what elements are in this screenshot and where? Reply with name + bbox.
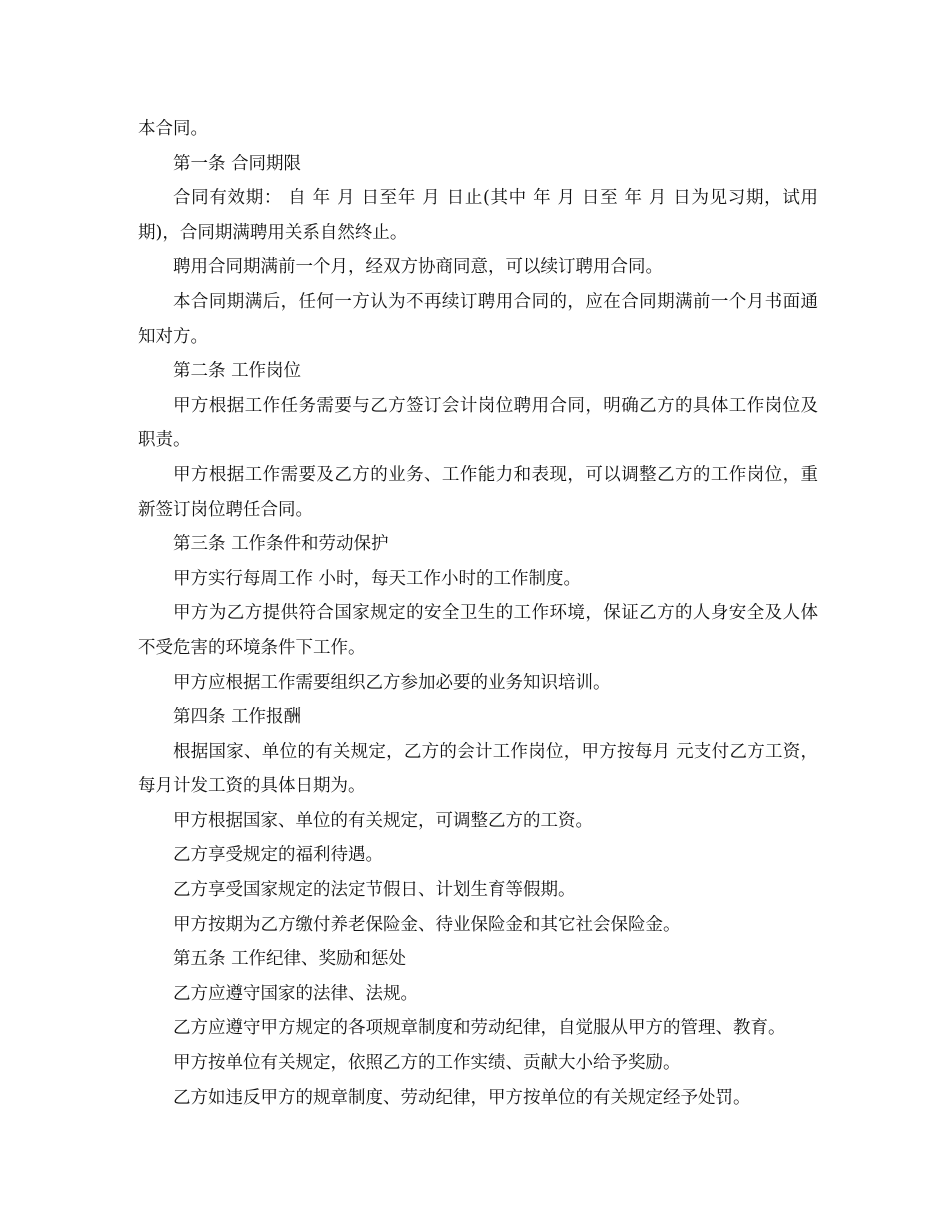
paragraph: 甲方根据国家、单位的有关规定，可调整乙方的工资。 [173,810,593,831]
section-heading-article-4: 第四条 工作报酬 [173,707,302,728]
paragraph: 甲方根据工作需要及乙方的业务、工作能力和表现，可以调整乙方的工作岗位，重新签订岗位聘任合同。 [138,464,818,520]
paragraph: 乙方应遵守国家的法律、法规。 [173,983,418,1004]
paragraph: 甲方应根据工作需要组织乙方参加必要的业务知识培训。 [173,672,611,693]
paragraph: 甲方实行每周工作 小时，每天工作小时的工作制度。 [173,568,582,589]
section-heading-article-1: 第一条 合同期限 [173,153,302,174]
section-heading-article-2: 第二条 工作岗位 [173,361,302,382]
paragraph: 甲方按期为乙方缴付养老保险金、待业保险金和其它社会保险金。 [173,914,681,935]
section-heading-article-3: 第三条 工作条件和劳动保护 [173,534,389,555]
paragraph: 乙方如违反甲方的规章制度、劳动纪律，甲方按单位的有关规定经予处罚。 [173,1087,751,1108]
section-heading-article-5: 第五条 工作纪律、奖励和惩处 [173,949,407,970]
paragraph: 甲方根据工作任务需要与乙方签订会计岗位聘用合同，明确乙方的具体工作岗位及职责。 [138,395,818,451]
paragraph-continuation: 本合同。 [138,119,208,139]
paragraph: 本合同期满后，任何一方认为不再续订聘用合同的，应在合同期满前一个月书面通知对方。 [138,291,818,347]
paragraph: 乙方应遵守甲方规定的各项规章制度和劳动纪律，自觉服从甲方的管理、教育。 [173,1018,786,1039]
paragraph: 甲方为乙方提供符合国家规定的安全卫生的工作环境，保证乙方的人身安全及人体不受危害的环境条件下工作。 [138,603,818,658]
paragraph: 乙方享受规定的福利待遇。 [173,845,383,866]
paragraph: 合同有效期： 自 年 月 日至年 月 日止(其中 年 月 日至 年 月 日为见习期，试用期)，合同期满聘用关系自然终止。 [138,188,818,243]
paragraph: 聘用合同期满前一个月，经双方协商同意，可以续订聘用合同。 [173,257,663,278]
paragraph: 根据国家、单位的有关规定，乙方的会计工作岗位，甲方按每月 元支付乙方工资，每月计发工资的具体日期为。 [138,741,818,797]
paragraph: 甲方按单位有关规定，依照乙方的工作实绩、贡献大小给予奖励。 [173,1053,681,1074]
paragraph: 乙方享受国家规定的法定节假日、计划生育等假期。 [173,880,576,901]
document-body [138,112,818,1115]
